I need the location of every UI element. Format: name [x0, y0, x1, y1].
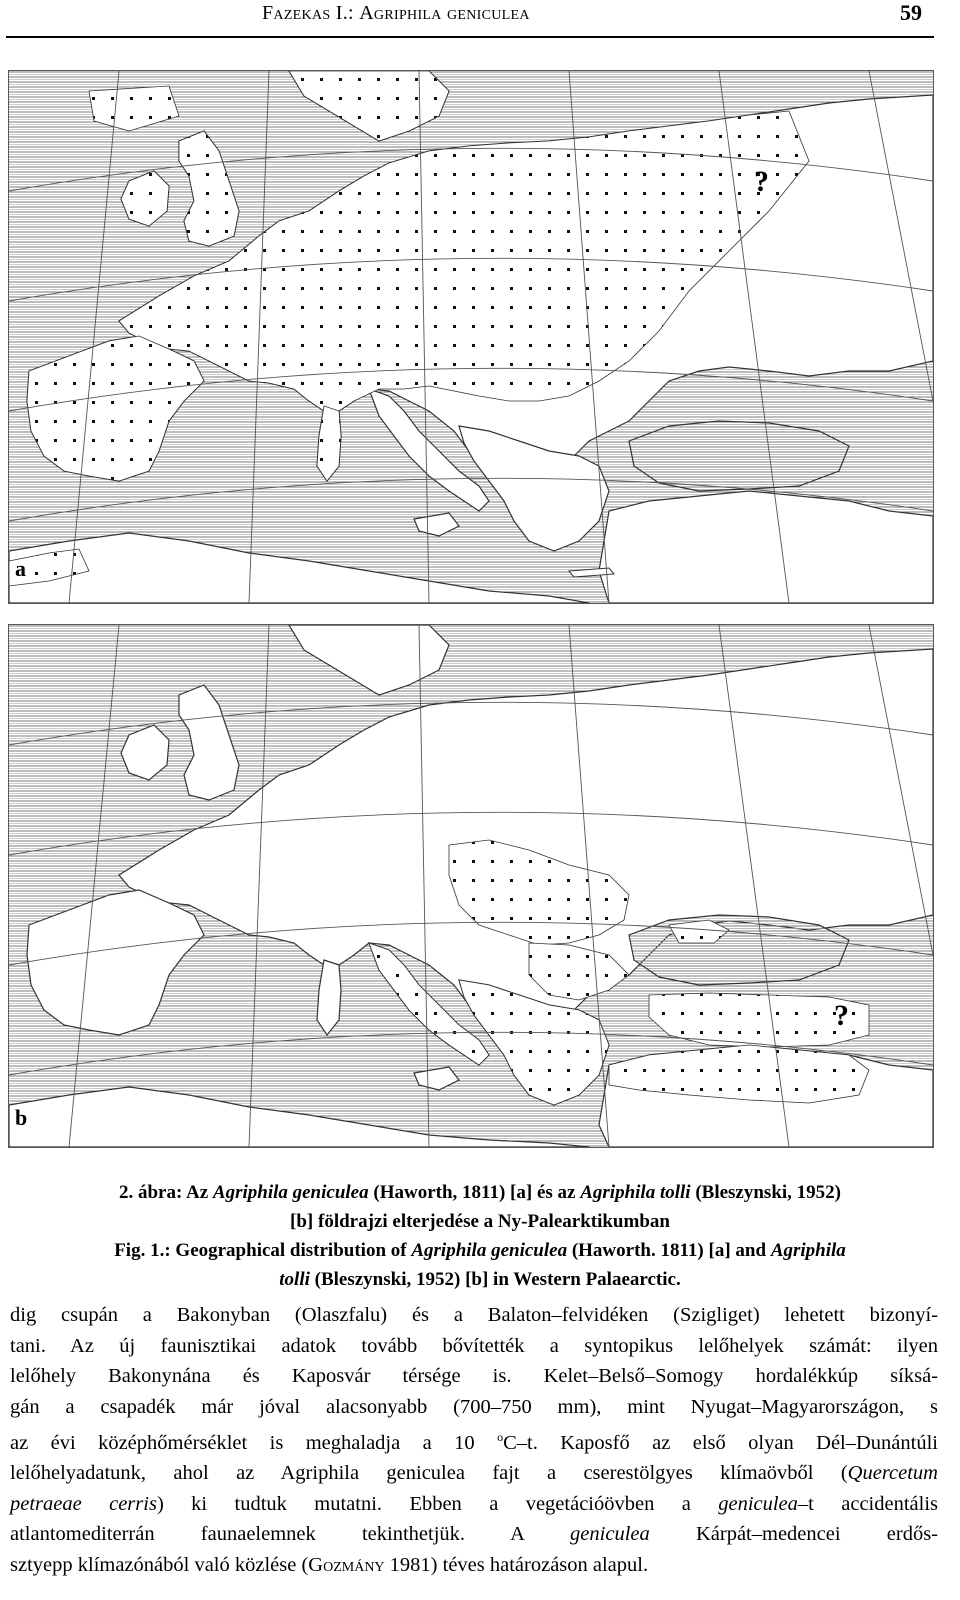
distribution-map-b [8, 624, 934, 1148]
caption-text: (Bleszynski, 1952) [b] in Western Palaearctic. [309, 1269, 681, 1290]
caption-hu-line-2: [b] földrajzi elterjedése a Ny-Palearktikumban [290, 1211, 670, 1232]
body-line: dig csupán a Bakonyban (Olaszfalu) és a Balaton–felvidéken (Szigliget) lehetett bizonyí- [10, 1304, 938, 1326]
body-text-run: –t accidentális [797, 1492, 939, 1515]
panel-label-a: a [15, 556, 26, 581]
body-text-run: sztyepp klímazónából való közlése ( [10, 1553, 309, 1576]
body-line: gán a csapadék már jóval alacsonyabb (700–750 mm), mint Nyugat–Magyarországon, s [10, 1395, 938, 1418]
map-a-svg [9, 71, 933, 603]
running-head [6, 0, 934, 38]
caption-text: (Bleszynski, 1952) [690, 1182, 842, 1203]
distribution-map-a [8, 70, 934, 604]
body-text-run: Kárpát–medencei erdős- [649, 1523, 938, 1546]
species-name: tolli [279, 1269, 310, 1290]
body-text-run: az évi középhőmérséklet is meghaladja a 10 [10, 1431, 498, 1454]
page-number: 59 [900, 0, 922, 25]
uncertain-mark-b: ? [834, 999, 849, 1032]
body-line [10, 1422, 938, 1458]
caption-text: (Haworth, 1811) [a] és az [368, 1182, 581, 1203]
body-text-run: C–t. Kaposfő az első olyan Dél–Dunántúli [503, 1431, 938, 1454]
degree-sup: o [497, 1430, 504, 1444]
cited-author: Gozmány [308, 1553, 385, 1576]
body-text-run: atlantomediterrán faunaelemnek tekinthetjük. A [10, 1523, 571, 1546]
title-separator: : [348, 2, 360, 24]
species-name: Quercetum [847, 1462, 938, 1485]
caption-text: (Haworth. 1811) [a] and [567, 1240, 771, 1261]
species-name: petraeae cerris [10, 1492, 157, 1515]
figure-caption [0, 1178, 960, 1294]
species-name: Agriphila geniculea [212, 1182, 369, 1203]
body-line [10, 1519, 938, 1550]
caption-text: Fig. 1.: Geographical distribution of [114, 1240, 412, 1261]
caption-hu-line-1 [0, 1178, 960, 1207]
species-name: Agriphila [770, 1240, 846, 1261]
body-line [10, 1489, 938, 1520]
article-title: Agriphila geniculea [359, 2, 530, 24]
body-text-run: lelőhelyadatunk, ahol az Agriphila geniculea fajt a cserestölgyes klímaövből ( [10, 1462, 848, 1485]
species-name: geniculea [570, 1523, 650, 1546]
running-head-title [262, 2, 530, 25]
caption-en-line-2 [0, 1265, 960, 1294]
body-text-run: 1981) téves határozáson alapul. [384, 1553, 649, 1576]
body-paragraph [10, 1300, 938, 1580]
species-name: Agriphila geniculea [411, 1240, 568, 1261]
author-name: Fazekas I. [262, 2, 349, 24]
body-line: lelőhely Bakonynána és Kaposvár térsége is. Kelet–Belső–Somogy hordalékkúp síksá- [10, 1365, 938, 1387]
caption-text: 2. ábra: Az [118, 1182, 213, 1203]
caption-en-line-1 [0, 1236, 960, 1265]
body-line [10, 1458, 938, 1489]
map-b-svg [9, 625, 933, 1147]
species-name: geniculea [718, 1492, 798, 1515]
body-line: tani. Az új faunisztikai adatok tovább bővítették a syntopikus lelőhelyek számát: ilyen [10, 1334, 938, 1357]
panel-label-b: b [15, 1105, 28, 1130]
body-line [10, 1550, 938, 1581]
body-text-run: ) ki tudtuk mutatni. Ebben a vegetációövben a [156, 1492, 719, 1515]
uncertain-mark-a: ? [754, 165, 769, 198]
species-name: Agriphila tolli [580, 1182, 691, 1203]
